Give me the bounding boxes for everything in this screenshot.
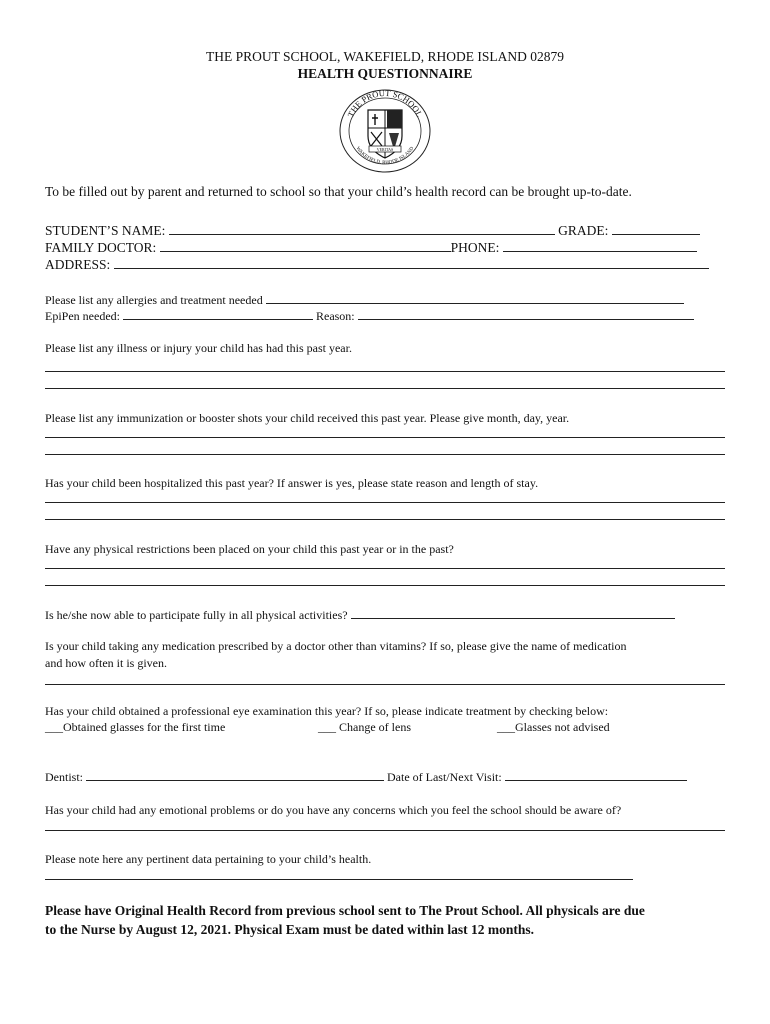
visit-date-field[interactable] [505,768,687,781]
hospitalized-question: Has your child been hospitalized this past year? If answer is yes, please state reason and length of stay. [45,476,539,490]
student-name-label: STUDENT’S NAME: [45,223,166,238]
school-seal-icon [338,88,432,174]
illness-answer-line-1[interactable] [45,371,725,372]
closing-note [45,901,735,939]
eye-option-first-glasses[interactable]: ___Obtained glasses for the first time [45,720,226,734]
reason-field[interactable] [358,307,694,320]
doctor-field[interactable] [160,239,451,252]
pertinent-question: Please note here any pertinent data pertaining to your child’s health. [45,852,372,866]
restrictions-answer-line-2[interactable] [45,585,725,586]
allergies-row [45,291,684,308]
intro-text: To be filled out by parent and returned to school so that your child’s health record can be brought up-to-date. [45,184,632,199]
epipen-label: EpiPen needed: [45,309,120,323]
emotional-question: Has your child had any emotional problems or do you have any concerns which you feel the school should be aware of? [45,803,622,817]
dentist-label: Dentist: [45,770,83,784]
grade-label: GRADE: [558,223,609,238]
eye-option-change-lens[interactable]: ___ Change of lens [318,720,411,734]
seal-bottom-text: WAKEFIELD, RHODE ISLAND [354,146,416,166]
student-name-row [45,222,700,239]
reason-label: Reason: [315,309,355,323]
address-label: ADDRESS: [45,257,111,272]
address-field[interactable] [114,256,709,269]
medication-question-line-1: Is your child taking any medication prescribed by a doctor other than vitamins? If so, please give the name of medication [45,639,627,653]
epipen-row [45,307,694,324]
allergies-field[interactable] [266,291,684,304]
illness-question: Please list any illness or injury your child has had this past year. [45,341,352,355]
participate-question: Is he/she now able to participate fully in all physical activities? [45,608,348,622]
emotional-answer-line[interactable] [45,830,725,831]
closing-line-1: Please have Original Health Record from previous school sent to The Prout School. All physicals are due [45,903,645,918]
doctor-label: FAMILY DOCTOR: [45,240,157,255]
grade-field[interactable] [612,222,700,235]
medication-answer-line[interactable] [45,684,725,685]
address-row [45,256,709,273]
immunization-answer-line-2[interactable] [45,454,725,455]
hospitalized-answer-line-2[interactable] [45,519,725,520]
illness-answer-line-2[interactable] [45,388,725,389]
seal-motto: VERITAS [376,146,394,152]
phone-label: PHONE: [450,240,500,255]
closing-line-2: to the Nurse by August 12, 2021. Physical Exam must be dated within last 12 months. [45,922,535,937]
participate-row [45,606,675,623]
student-name-field[interactable] [169,222,555,235]
doctor-row [45,239,697,256]
hospitalized-answer-line-1[interactable] [45,502,725,503]
dentist-row [45,768,687,785]
dentist-field[interactable] [86,768,384,781]
allergies-label: Please list any allergies and treatment needed [45,293,263,307]
immunization-answer-line-1[interactable] [45,437,725,438]
immunization-question: Please list any immunization or booster shots your child received this past year. Please give month, day, year. [45,411,570,425]
phone-field[interactable] [503,239,697,252]
seal-top-text: THE PROUT SCHOOL [345,88,425,119]
restrictions-question: Have any physical restrictions been placed on your child this past year or in the past? [45,542,454,556]
epipen-field[interactable] [123,307,313,320]
visit-label: Date of Last/Next Visit: [387,770,502,784]
form-title: HEALTH QUESTIONNAIRE [297,66,473,81]
eye-option-not-advised[interactable]: ___Glasses not advised [497,720,610,734]
eye-exam-question: Has your child obtained a professional eye examination this year? If so, please indicate treatment by checking below: [45,704,609,718]
school-line: THE PROUT SCHOOL, WAKEFIELD, RHODE ISLAND 02879 [205,49,564,64]
pertinent-answer-line[interactable] [45,879,633,880]
restrictions-answer-line-1[interactable] [45,568,725,569]
medication-question-line-2: and how often it is given. [45,656,167,670]
participate-field[interactable] [351,606,675,619]
